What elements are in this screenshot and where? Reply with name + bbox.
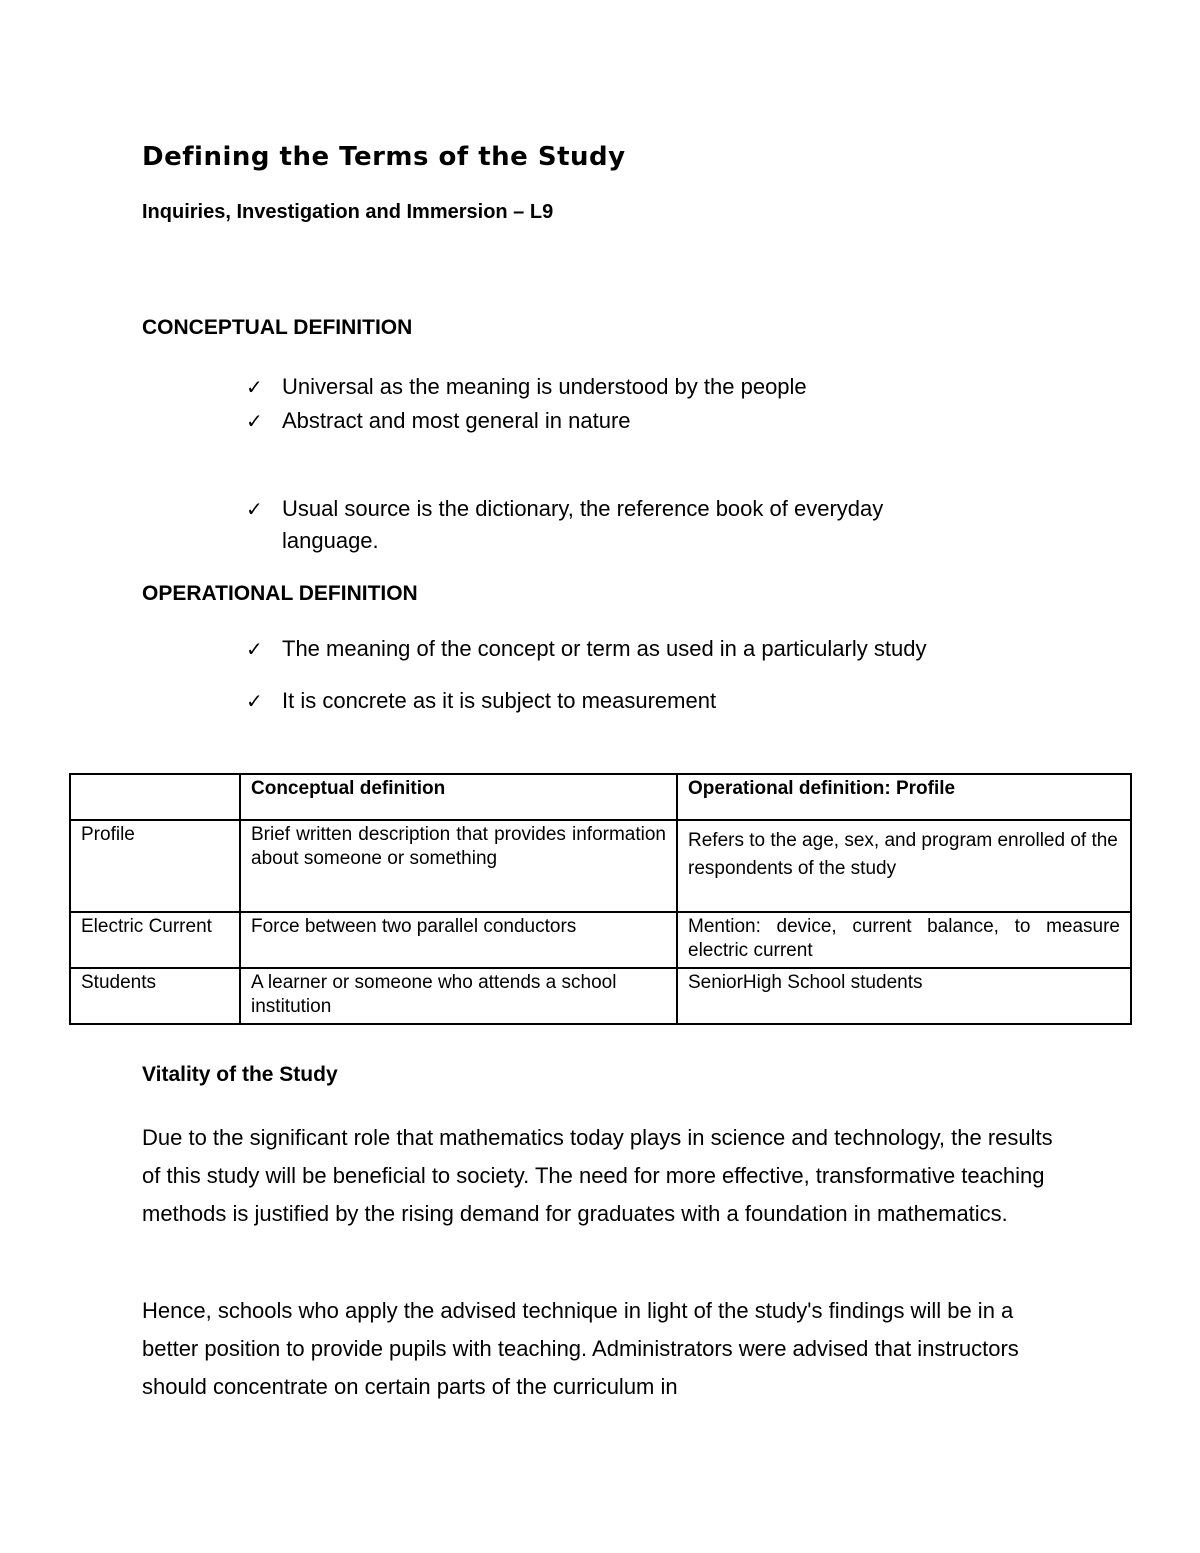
table-cell: Refers to the age, sex, and program enrolled of the respondents of the study — [677, 820, 1131, 912]
check-icon: ✓ — [246, 689, 263, 713]
table-row — [70, 820, 1131, 912]
table-header-row — [70, 774, 1131, 820]
table-header-cell: Operational definition: Profile — [677, 774, 1131, 820]
table-header-cell — [70, 774, 240, 820]
document-title: Defining the Terms of the Study — [142, 142, 626, 172]
definitions-table — [69, 773, 1132, 1025]
vitality-heading: Vitality of the Study — [142, 1063, 338, 1086]
check-icon: ✓ — [246, 409, 263, 433]
vitality-paragraph-2: Hence, schools who apply the advised technique in light of the study's findings will be in a better position to provide pupils with teaching. Administrators were advised that instructors should concentrate on certain parts of the curriculum in — [142, 1298, 1019, 1399]
check-icon: ✓ — [246, 497, 263, 521]
table-cell: A learner or someone who attends a school institution — [240, 968, 677, 1024]
bullet-text: Usual source is the dictionary, the reference book of everyday language. — [282, 496, 884, 553]
table-cell: Mention: device, current balance, to measure electric current — [677, 912, 1131, 968]
check-icon: ✓ — [246, 637, 263, 661]
table-cell: Students — [70, 968, 240, 1024]
bullet-text: Universal as the meaning is understood by the people — [282, 374, 807, 399]
vitality-paragraph-1: Due to the significant role that mathematics today plays in science and technology, the results of this study will be beneficial to society. The need for more effective, transformative teaching methods is justified by the rising demand for graduates with a foundation in mathematics. — [142, 1125, 1053, 1226]
table-cell: Profile — [70, 820, 240, 912]
table-row — [70, 912, 1131, 968]
table-cell: Force between two parallel conductors — [240, 912, 677, 968]
bullet-text: The meaning of the concept or term as used in a particularly study — [282, 636, 927, 661]
table-cell: SeniorHigh School students — [677, 968, 1131, 1024]
check-icon: ✓ — [246, 375, 263, 399]
bullet-text: Abstract and most general in nature — [282, 408, 631, 433]
document-subtitle: Inquiries, Investigation and Immersion – L9 — [142, 201, 554, 223]
table-header-cell: Conceptual definition — [240, 774, 677, 820]
table-row — [70, 968, 1131, 1024]
conceptual-heading: CONCEPTUAL DEFINITION — [142, 316, 413, 339]
operational-heading: OPERATIONAL DEFINITION — [142, 582, 418, 605]
table-cell: Electric Current — [70, 912, 240, 968]
bullet-text: It is concrete as it is subject to measurement — [282, 688, 717, 713]
table-cell: Brief written description that provides information about someone or something — [240, 820, 677, 912]
